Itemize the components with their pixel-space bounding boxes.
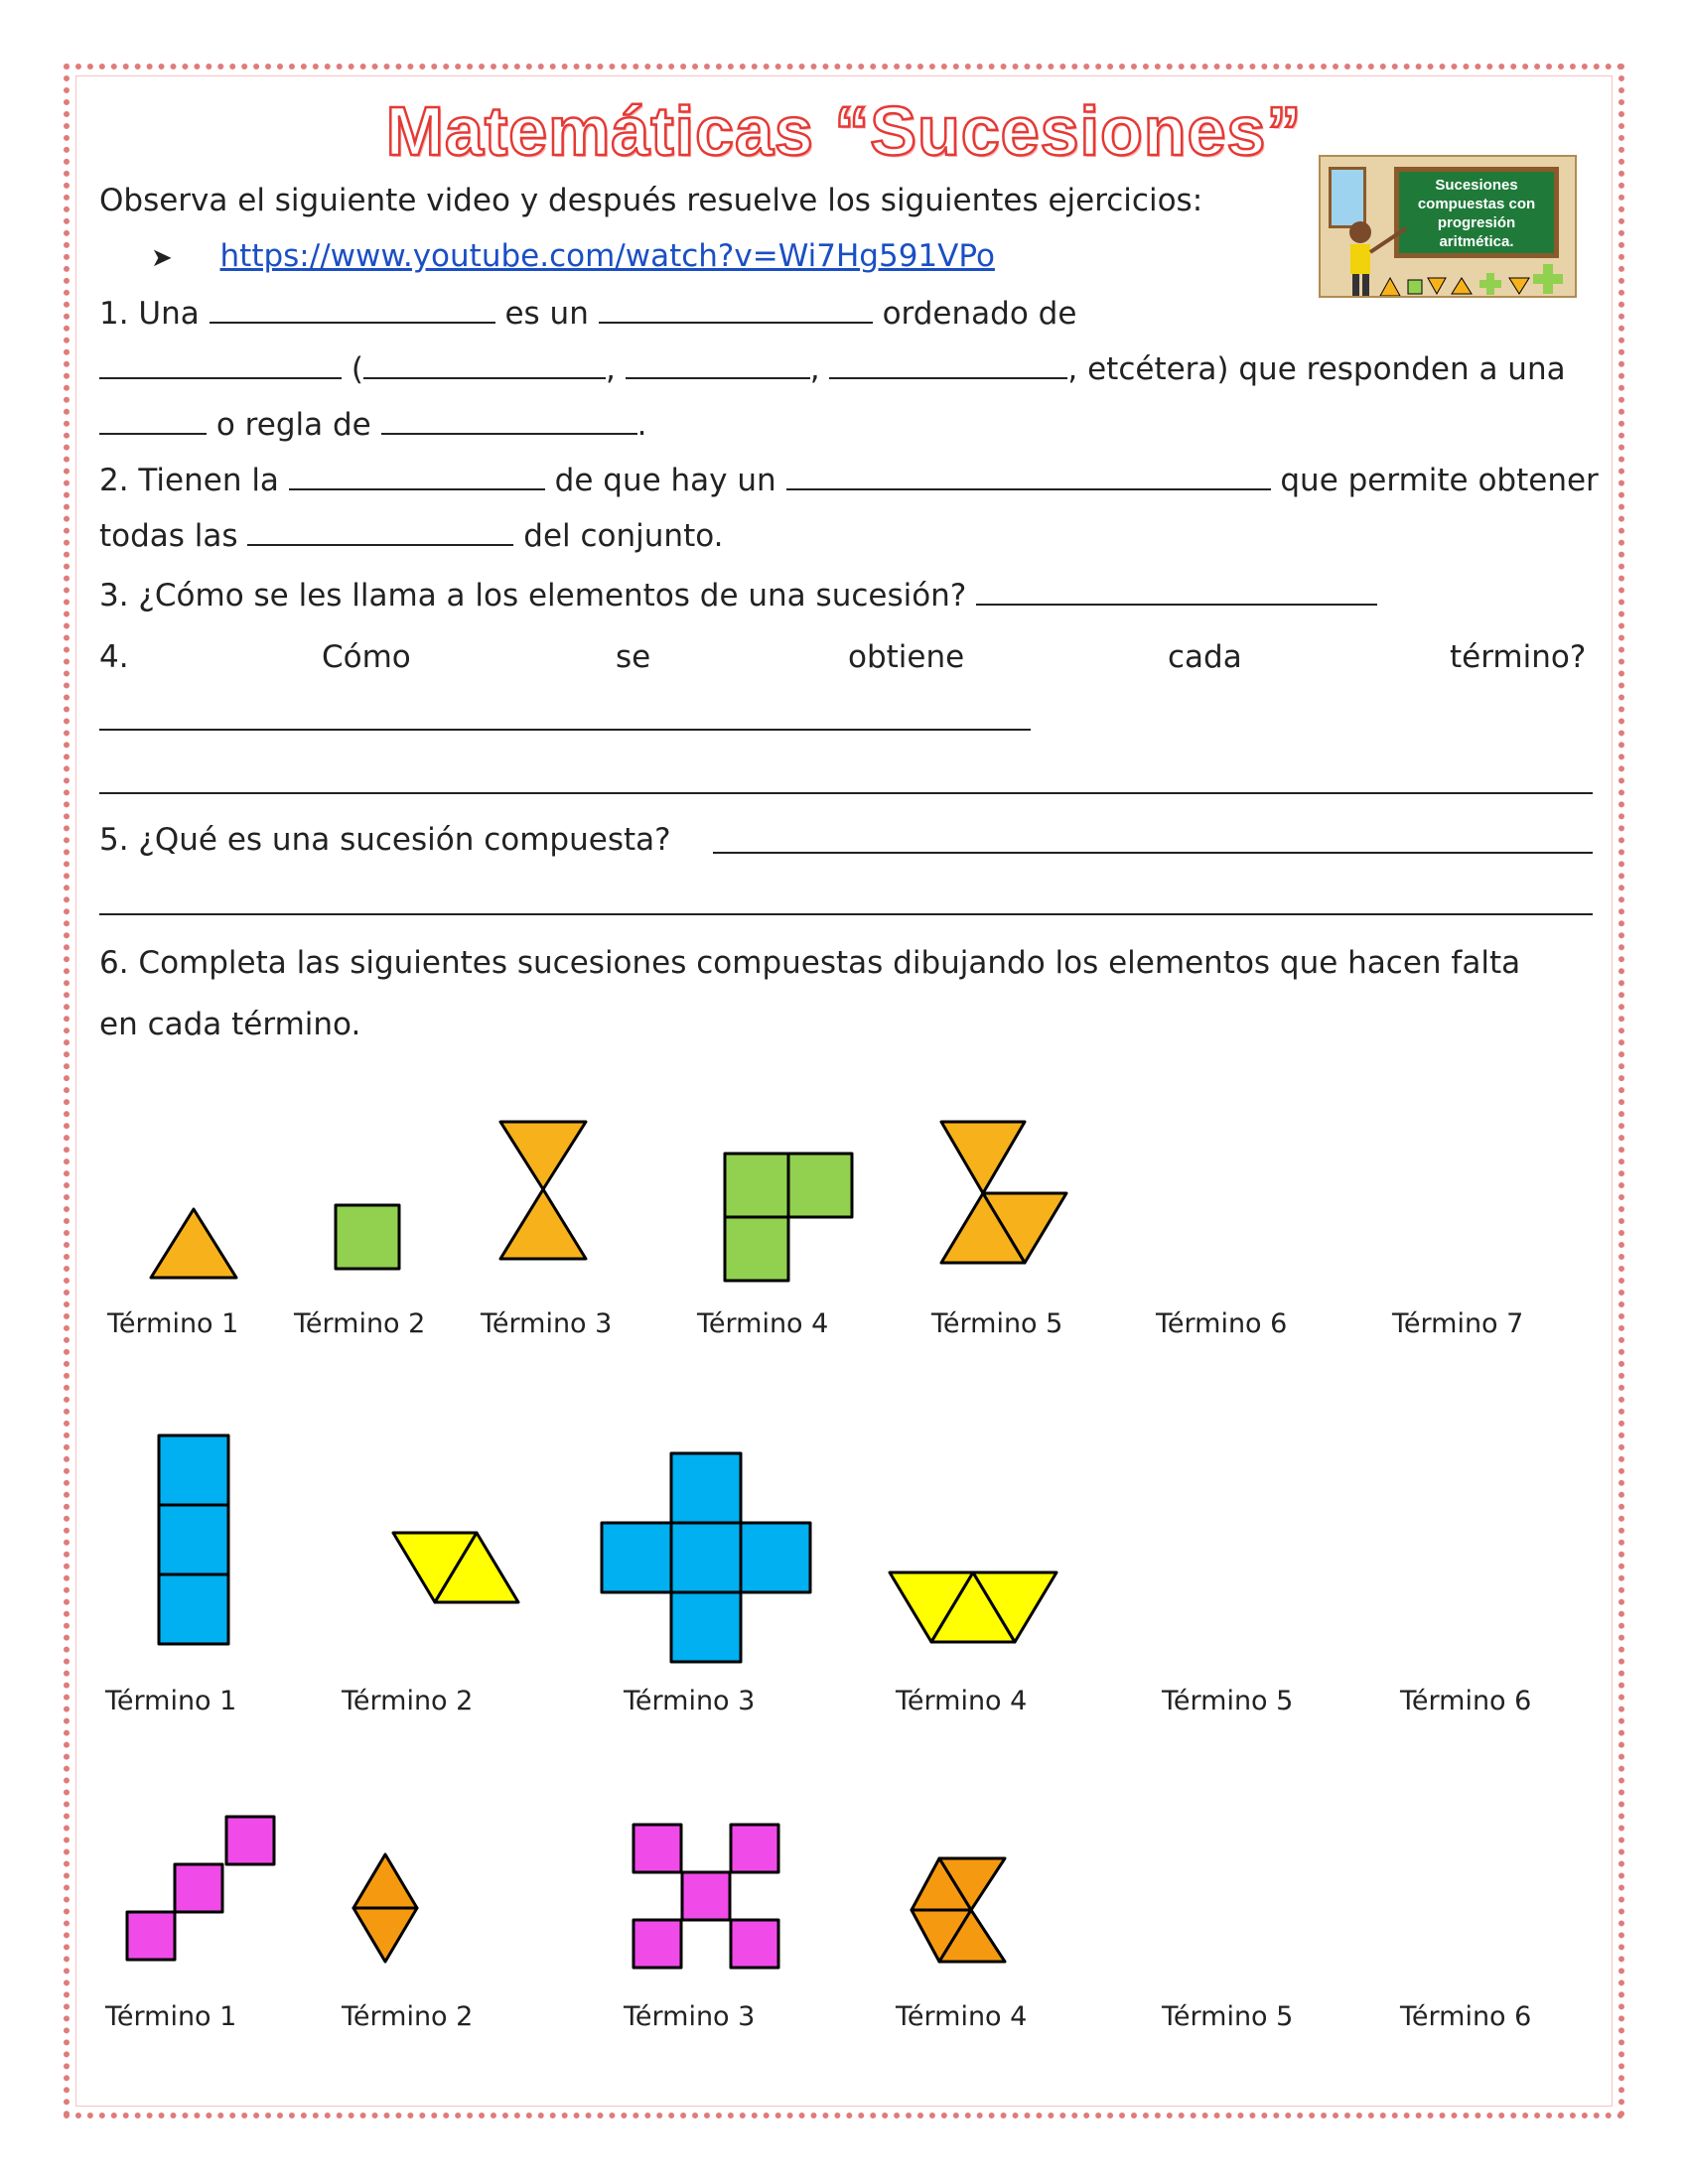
row2-label-5: Término 5 xyxy=(1162,1686,1294,1716)
q1-text-e: , xyxy=(605,351,616,387)
page-title: Matemáticas “Sucesiones” xyxy=(385,92,1303,170)
thumbnail-text-3: progresión xyxy=(1437,214,1516,231)
row2-term4-triangles xyxy=(890,1572,1056,1642)
q2-text-a: 2. Tienen la xyxy=(99,463,279,498)
row1-label-5: Término 5 xyxy=(931,1308,1063,1339)
thumbnail-text-2: compuestas con xyxy=(1417,196,1536,212)
row1-label-4: Término 4 xyxy=(697,1308,829,1339)
row3-label-2: Término 2 xyxy=(342,2001,474,2032)
row3-label-1: Término 1 xyxy=(105,2001,237,2032)
q2-text-c: que permite obtener xyxy=(1280,463,1599,498)
video-link[interactable]: https://www.youtube.com/watch?v=Wi7Hg591VPo xyxy=(219,238,995,274)
row2-term2-triangles xyxy=(393,1533,518,1602)
question-6-line-1: 6. Completa las siguientes sucesiones compuestas dibujando los elementos que hacen falta xyxy=(99,945,1521,981)
row1-term1-triangle xyxy=(151,1209,236,1278)
row3-label-5: Término 5 xyxy=(1162,2001,1294,2032)
row3-term3-x-squares xyxy=(633,1825,778,1968)
q4-word-4: obtiene xyxy=(848,639,965,675)
q1-text-b: es un xyxy=(504,296,589,332)
row1-label-2: Término 2 xyxy=(294,1308,426,1339)
thumbnail-text-1: Sucesiones xyxy=(1435,177,1518,194)
row2-term3-cross xyxy=(602,1453,810,1662)
row1-term5-triangles xyxy=(941,1122,1066,1263)
row2-label-3: Término 3 xyxy=(624,1686,756,1716)
row3-label-6: Término 6 xyxy=(1400,2001,1532,2032)
thumbnail-text-4: aritmética. xyxy=(1439,233,1514,250)
q2-text-e: del conjunto. xyxy=(523,518,724,554)
row1-term3-hourglass xyxy=(500,1122,586,1259)
row1-term4-squares xyxy=(725,1154,852,1281)
q4-word-6: término? xyxy=(1450,639,1587,675)
q5-text: 5. ¿Qué es una sucesión compuesta? xyxy=(99,822,671,858)
row2-label-1: Término 1 xyxy=(105,1686,237,1716)
q1-text-a: 1. Una xyxy=(99,296,200,332)
q1-text-f: , xyxy=(809,351,820,387)
row1-label-3: Término 3 xyxy=(481,1308,613,1339)
q4-word-3: se xyxy=(616,639,651,675)
row3-term1-squares xyxy=(127,1817,274,1960)
q2-text-b: de que hay un xyxy=(554,463,776,498)
row1-label-1: Término 1 xyxy=(107,1308,239,1339)
q3-text: 3. ¿Cómo se les llama a los elementos de una sucesión? xyxy=(99,578,967,614)
row1-term2-square xyxy=(336,1205,399,1269)
q1-text-i: . xyxy=(636,407,647,443)
q4-word-5: cada xyxy=(1168,639,1242,675)
row3-term2-diamond xyxy=(353,1854,417,1962)
row3-label-3: Término 3 xyxy=(624,2001,756,2032)
row2-label-6: Término 6 xyxy=(1400,1686,1532,1716)
row3-term4-triangles xyxy=(912,1858,1005,1962)
q1-text-c: ordenado de xyxy=(882,296,1077,332)
q4-word-2: Cómo xyxy=(322,639,411,675)
row2-term1-squares xyxy=(159,1435,228,1644)
row1-label-6: Término 6 xyxy=(1156,1308,1288,1339)
arrow-bullet-icon: ➤ xyxy=(151,243,173,273)
row1-label-7: Término 7 xyxy=(1392,1308,1524,1339)
row3-label-4: Término 4 xyxy=(896,2001,1028,2032)
row2-label-2: Término 2 xyxy=(342,1686,474,1716)
q4-word-1: 4. xyxy=(99,639,129,675)
q1-text-g: , etcétera) que responden a una xyxy=(1067,351,1566,387)
row2-label-4: Término 4 xyxy=(896,1686,1028,1716)
intro-text: Observa el siguiente video y después resuelve los siguientes ejercicios: xyxy=(99,183,1203,218)
question-6-line-2: en cada término. xyxy=(99,1007,361,1042)
q1-text-d: ( xyxy=(351,351,363,387)
q2-text-d: todas las xyxy=(99,518,238,554)
q1-text-h: o regla de xyxy=(215,407,371,443)
